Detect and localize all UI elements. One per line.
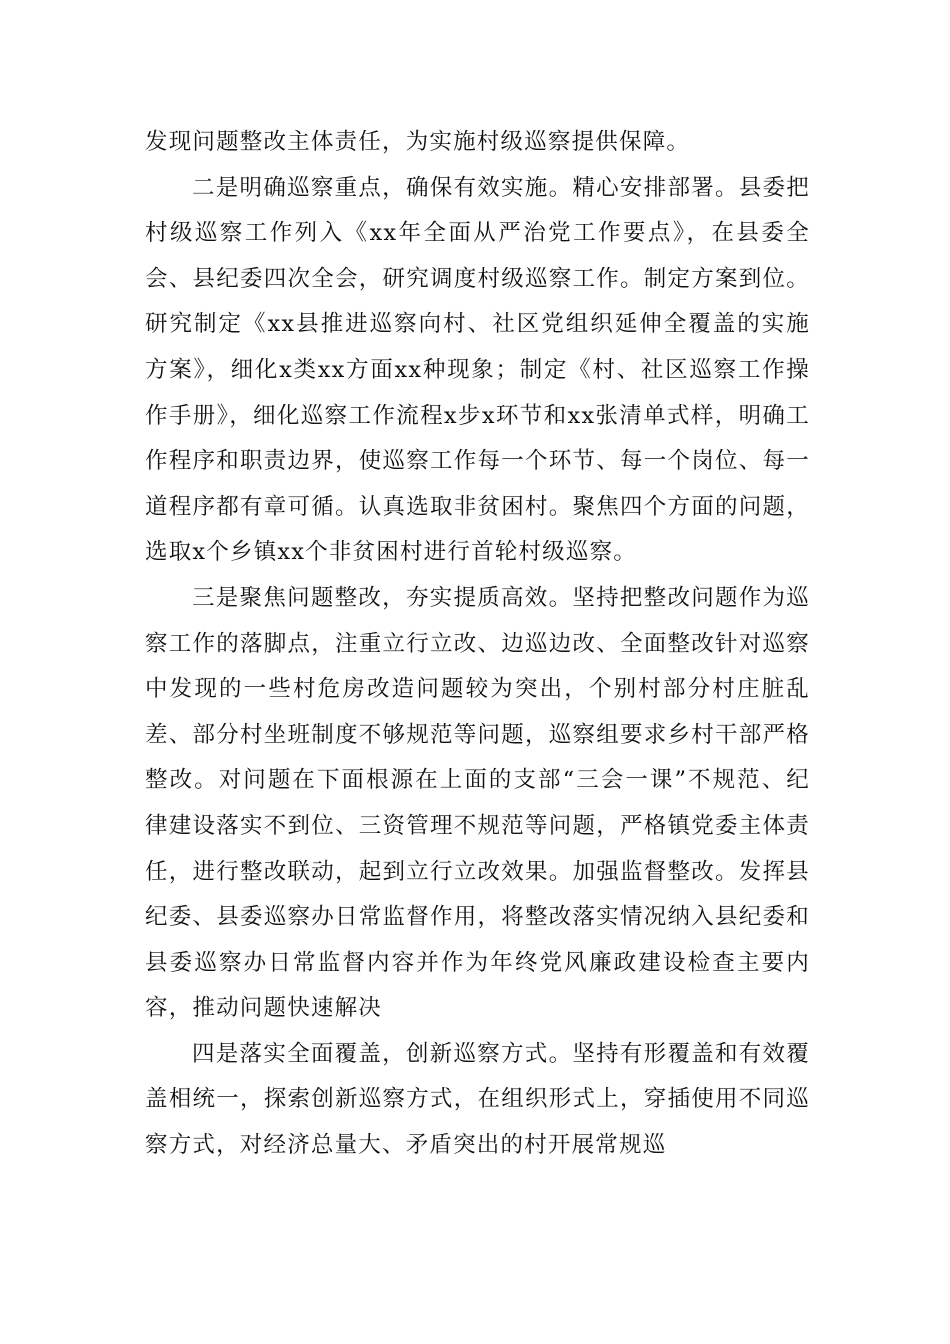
document-body (145, 120, 810, 1169)
paragraph-continuation: 发现问题整改主体责任，为实施村级巡察提供保障。 (145, 129, 691, 155)
paragraph-three: 三是聚焦问题整改，夯实提质高效。坚持把整改问题作为巡察工作的落脚点，注重立行立改、边巡边改、全面整改针对巡察中发现的一些村危房改造问题较为突出，个别村部分村庄脏乱差、部分村坐班制度不够规范等问题，巡察组要求乡村干部严格整改。对问题在下面根源在上面的支部“三会一课”不规范、纪律建设落实不到位、三资管理不规范等问题，严格镇党委主体责任，进行整改联动，起到立行立改效果。加强监督整改。发挥县纪委、县委巡察办日常监督作用，将整改落实情况纳入县纪委和县委巡察办日常监督内容并作为年终党风廉政建设检查主要内容，推动问题快速解决 (145, 584, 810, 1022)
paragraph-two: 二是明确巡察重点，确保有效实施。精心安排部署。县委把村级巡察工作列入《xx年全面从严治党工作要点》，在县委全会、县纪委四次全会，研究调度村级巡察工作。制定方案到位。研究制定《xx县推进巡察向村、社区党组织延伸全覆盖的实施方案》，细化x类xx方面xx种现象；制定《村、社区巡察工作操作手册》，细化巡察工作流程x步x环节和xx张清单式样，明确工作程序和职责边界，使巡察工作每一个环节、每一个岗位、每一道程序都有章可循。认真选取非贫困村。聚焦四个方面的问题，选取x个乡镇xx个非贫困村进行首轮村级巡察。 (145, 174, 810, 566)
paragraph-four: 四是落实全面覆盖，创新巡察方式。坚持有形覆盖和有效覆盖相统一，探索创新巡察方式，在组织形式上，穿插使用不同巡察方式，对经济总量大、矛盾突出的村开展常规巡 (145, 1040, 810, 1159)
